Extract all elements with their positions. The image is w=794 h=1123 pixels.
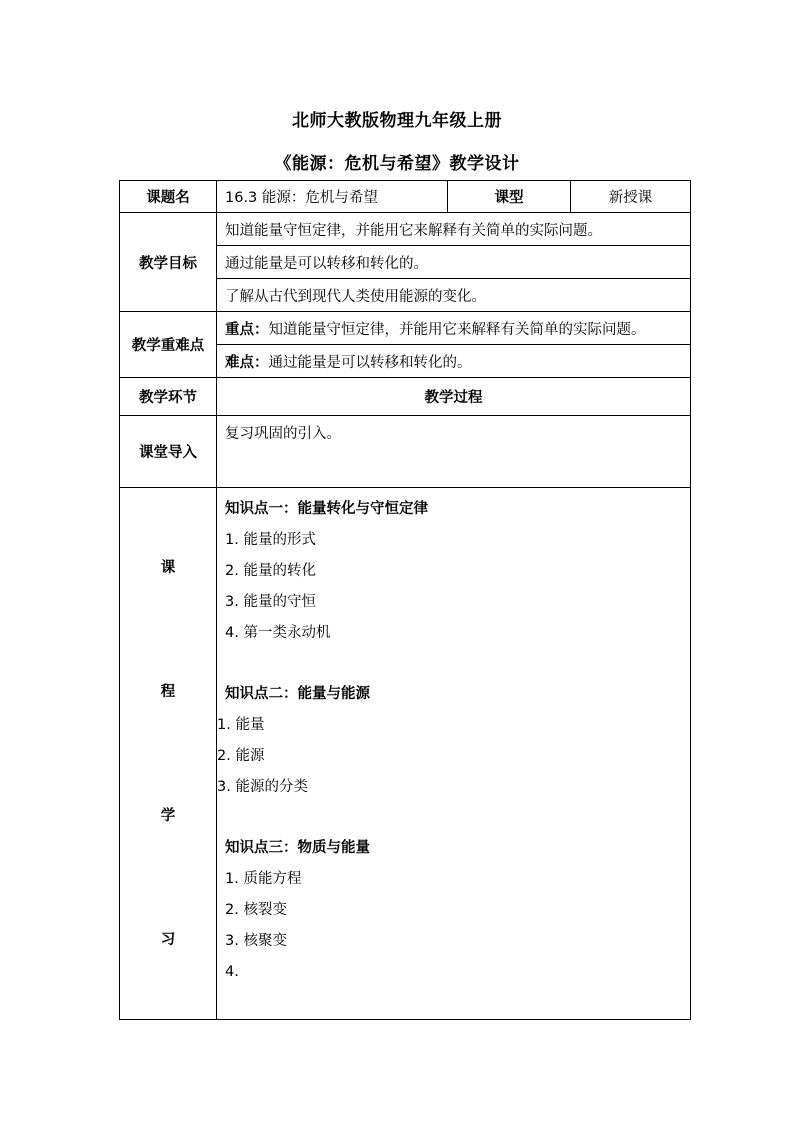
topic-value: 16.3 能源：危机与希望: [217, 181, 448, 213]
topic-row: [120, 181, 691, 213]
learning-label-char: 课: [160, 559, 176, 576]
knowledge-point-title: 知识点一：能量转化与守恒定律: [225, 501, 428, 517]
key-point-label: 重点：: [225, 321, 269, 338]
learning-label: [120, 488, 217, 1020]
intro-label: 课堂导入: [120, 416, 217, 488]
intro-row: [120, 416, 691, 488]
learning-label-char: 程: [160, 683, 176, 700]
objective-item: 了解从古代到现代人类使用能源的变化。: [217, 279, 691, 312]
difficult-point: [217, 345, 691, 378]
knowledge-point-item: 1. 能量: [217, 717, 265, 733]
topic-label: 课题名: [120, 181, 217, 213]
objective-item: 知道能量守恒定律，并能用它来解释有关简单的实际问题。: [217, 213, 691, 246]
key-point: [217, 312, 691, 345]
knowledge-point-item: 1. 能量的形式: [225, 532, 316, 548]
knowledge-point-item: 3. 核聚变: [225, 933, 287, 949]
document-title: 北师大教版物理九年级上册: [292, 111, 502, 131]
learning-content: [217, 488, 691, 1020]
knowledge-point-title: 知识点三：物质与能量: [225, 840, 370, 856]
difficult-point-text: 通过能量是可以转移和转化的。: [268, 354, 472, 371]
document-subtitle: 《能源：危机与希望》教学设计: [274, 154, 520, 174]
knowledge-point-2: [217, 679, 682, 803]
knowledge-point-item: 4.: [225, 964, 239, 980]
knowledge-point-3: [225, 833, 682, 988]
lesson-plan-table: [119, 180, 691, 1020]
intro-text: 复习巩固的引入。: [217, 416, 691, 488]
knowledge-point-item: 2. 能量的转化: [225, 563, 316, 579]
objective-row: [120, 213, 691, 246]
objective-item: 通过能量是可以转移和转化的。: [217, 246, 691, 279]
knowledge-point-title: 知识点二：能量与能源: [225, 686, 370, 702]
knowledge-point-item: 3. 能源的分类: [217, 779, 308, 795]
section-label: 教学环节: [120, 378, 217, 416]
knowledge-point-item: 1. 质能方程: [225, 871, 302, 887]
knowledge-point-item: 2. 核裂变: [225, 902, 287, 918]
type-value: 新授课: [571, 181, 691, 213]
objectives-label: 教学目标: [120, 213, 217, 312]
difficult-point-label: 难点：: [225, 354, 269, 371]
learning-row: [120, 488, 691, 1020]
knowledge-point-1: [225, 494, 682, 649]
process-label: 教学过程: [217, 378, 691, 416]
section-header-row: [120, 378, 691, 416]
key-point-text: 知道能量守恒定律，并能用它来解释有关简单的实际问题。: [268, 321, 646, 338]
knowledge-point-item: 3. 能量的守恒: [225, 594, 316, 610]
learning-label-char: 习: [160, 931, 176, 948]
knowledge-point-item: 4. 第一类永动机: [225, 625, 331, 641]
learning-label-char: 学: [160, 807, 176, 824]
key-point-row: [120, 312, 691, 345]
knowledge-point-item: 2. 能源: [217, 748, 265, 764]
key-difficult-label: 教学重难点: [120, 312, 217, 378]
type-label: 课型: [448, 181, 571, 213]
